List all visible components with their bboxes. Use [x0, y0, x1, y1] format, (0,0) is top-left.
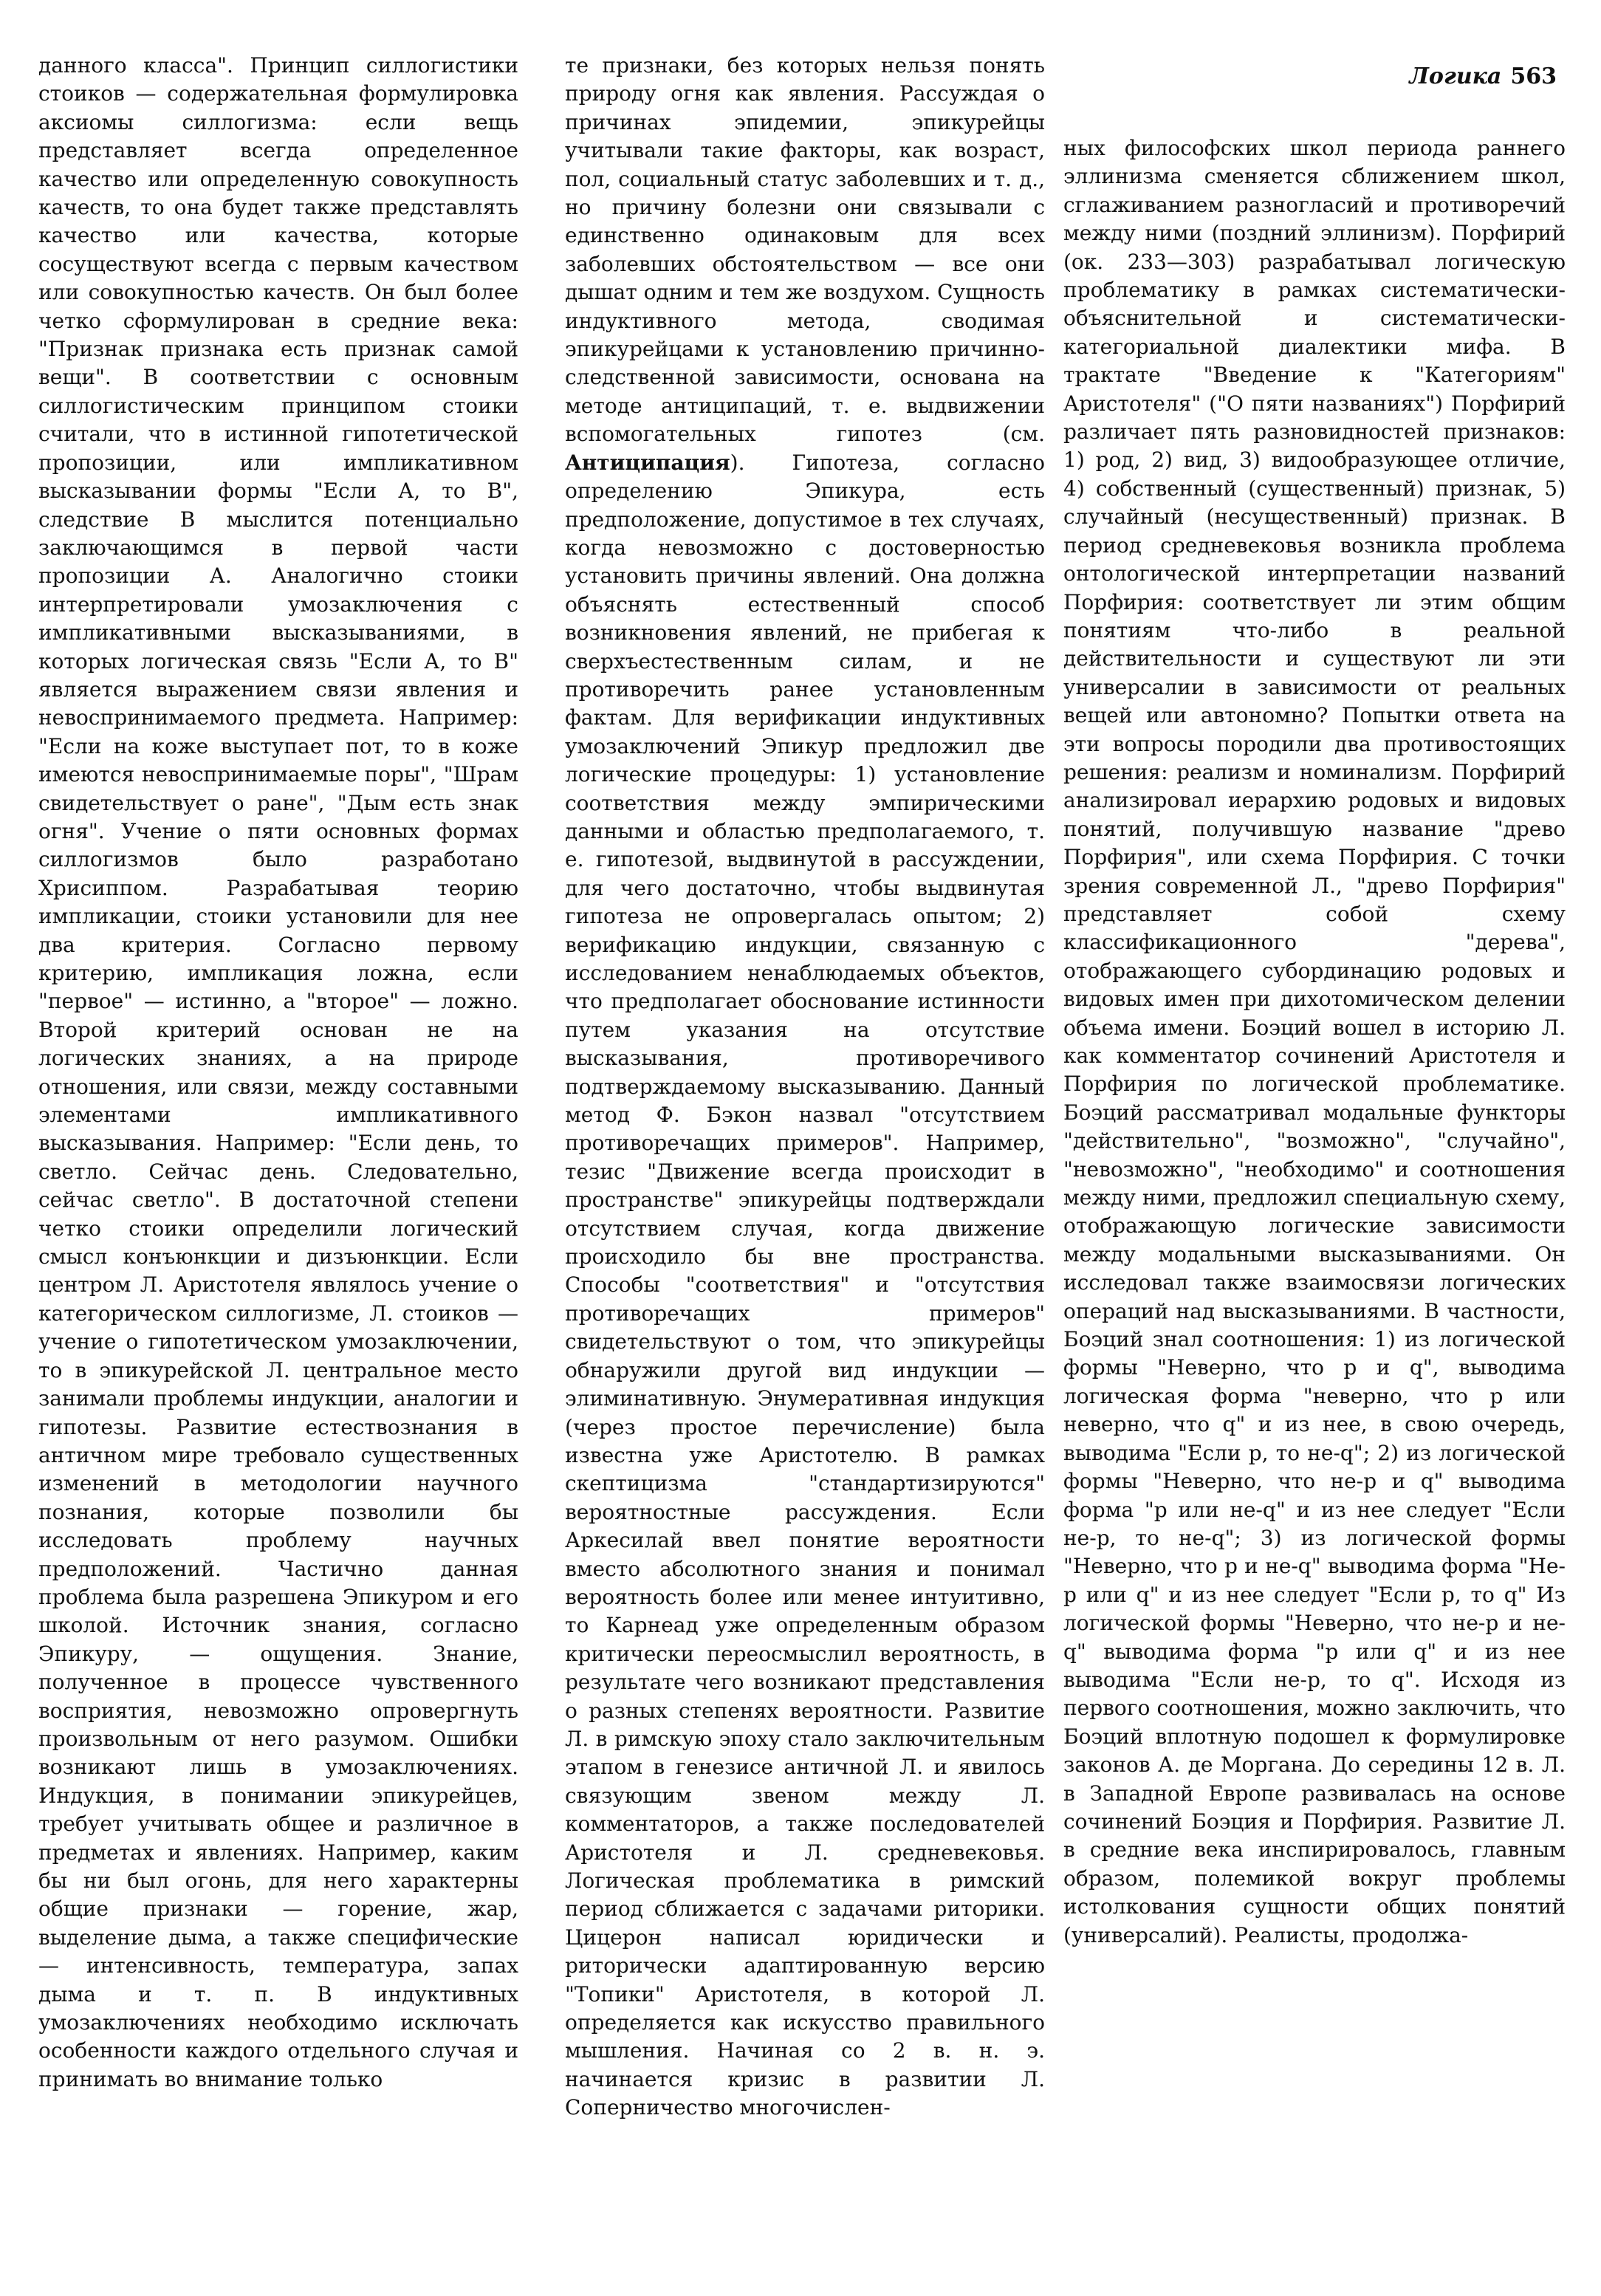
column-3-text: ных философских школ периода раннего эллинизма сменяется сближением школ, сглаживанием разногласий и противоречий между ними (поздний эллинизм). Порфирий (ок. 233—303) разрабатывал логическую проблематику в рамках систематически-объяснительной и систематически-категориальной диалектики мифа. В трактате "Введение к "Категориям" Аристотеля" ("О пяти названиях") Порфирий различает пять разновидностей признаков: 1) род, 2) вид, 3) видообразующее отличие, 4) собственный (существенный) признак, 5) случайный (несущественный) признак. В период средневековья возникла проблема онтологической интерпретации названий Порфирия: соответствует ли этим общим понятиям что-либо в реальной действительности и существуют ли эти универсалии в зависимости от реальных вещей или автономно? Попытки ответа на эти вопросы породили два противостоящих решения: реализм и номинализм. Порфирий анализировал иерархию родовых и видовых понятий, получившую название "древо Порфирия", или схема Порфирия. С точки зрения современной Л., "древо Порфирия" представляет собой схему классификационного "дерева", отображающего субординацию родовых и видовых имен при дихотомическом делении объема имени. Боэций вошел в историю Л. как комментатор сочинений Аристотеля и Порфирия по логической проблематике. Боэций рассматривал модальные функторы "действительно", "возможно", "случайно", "невозможно", "необходимо" и соотношения между ними, предложил специальную схему, отображающую логические зависимости между модальными высказываниями. Он исследовал также взаимосвязи логических операций над высказываниями. В частности, Боэций знал соотношения: 1) из логической формы "Неверно, что p и q", выводима логическая форма "неверно, что p или неверно, что q" и из нее, в свою очередь, выводима "Если p, то не-q"; 2) из логической формы "Неверно, что не-p и q" выводима форма "p или не-q" и из нее следует "Если не-p, то не-q"; 3) из логической формы "Неверно, что p и не-q" выводима форма "Не-p или q" и из нее следует "Если p, то q" Из логической формы "Неверно, что не-p и не-q" выводима форма "p или q" и из нее выводима "Если не-p, то q". Исходя из первого соотношения, можно заключить, что Боэций вплотную подошел к формулировке законов А. де Моргана. До середины 12 в. Л. в Западной Европе развивалась на основе сочинений Боэция и Порфирия. Развитие Л. в средние века инспирировалось, главным образом, полемикой вокруг проблемы истолкования сущности общих понятий (универсалий). Реалисты, продолжа-	[1063, 136, 1566, 1947]
column-2-text-after-ref: ). Гипотеза, согласно определению Эпикура, есть предположение, допустимое в тех случаях, когда невозможно с достоверностью установить причины явлений. Она должна объяснять естественный способ возникновения явлений, не прибегая к сверхъестественным силам, и не противоречить ранее установленным фактам. Для верификации индуктивных умозаключений Эпикур предложил две логические процедуры: 1) установление соответствия между эмпирическими данными и областью предполагаемого, т. е. гипотезой, выдвинутой в рассуждении, для чего достаточно, чтобы выдвинутая гипотеза не опровергалась опытом; 2) верификацию индукции, связанную с исследованием ненаблюдаемых объектов, что предполагает обоснование истинности путем указания на отсутствие высказывания, противоречивого подтверждаемому высказыванию. Данный метод Ф. Бэкон назвал "отсутствием противоречащих примеров". Например, тезис "Движение всегда происходит в пространстве" эпикурейцы подтверждали отсутствием случая, когда движение происходило бы вне пространства. Способы "соответствия" и "отсутствия противоречащих примеров" свидетельствуют о том, что эпикурейцы обнаружили другой вид индукции — элиминативную. Энумеративная индукция (через простое перечисление) была известна уже Аристотелю. В рамках скептицизма "стандартизируются" вероятностные рассуждения. Если Аркесилай ввел понятие вероятности вместо абсолютного знания и понимал вероятность более или менее интуитивно, то Карнеад уже определенным образом критически переосмыслил вероятность, в результате чего возникают представления о разных степенях вероятности. Развитие Л. в римскую эпоху стало заключительным этапом в генезисе античной Л. и явилось связующим звеном между Л. комментаторов, а также последователей Аристотеля и Л. средневековья. Логическая проблематика в римский период сближается с задачами риторики. Цицерон написал юридически и риторически адаптированную версию "Топики" Аристотеля, в которой Л. определяется как искусство правильного мышления. Начиная со 2 в. н. э. начинается кризис в развитии Л. Соперничество многочислен-	[565, 450, 1045, 2120]
column-1-text: данного класса". Принцип силлогистики стоиков — содержательная формулировка аксиомы силлогизма: если вещь представляет всегда определенное качество или определенную совокупность качеств, то она будет также представлять качество или качества, которые сосуществуют всегда с первым качеством или совокупностью качеств. Он был более четко сформулирован в средние века: "Признак признака есть признак самой вещи". В соответствии с основным силлогистическим принципом стоики считали, что в истинной гипотетической пропозиции, или импликативном высказывании формы "Если А, то В", следствие В мыслится потенциально заключающимся в первой части пропозиции А. Аналогично стоики интерпретировали умозаключения с импликативными высказываниями, в которых логическая связь "Если А, то В" является выражением связи явления и невоспринимаемого предмета. Например: "Если на коже выступает пот, то в коже имеются невоспринимаемые поры", "Шрам свидетельствует о ране", "Дым есть знак огня". Учение о пяти основных формах силлогизмов было разработано Хрисиппом. Разрабатывая теорию импликации, стоики установили для нее два критерия. Согласно первому критерию, импликация ложна, если "первое" — истинно, а "второе" — ложно. Второй критерий основан не на логических знаниях, а на природе отношения, или связи, между составными элементами импликативного высказывания. Например: "Если день, то светло. Сейчас день. Следовательно, сейчас светло". В достаточной степени четко стоики определили логический смысл конъюнкции и дизъюнкции. Если центром Л. Аристотеля являлось учение о категорическом силлогизме, Л. стоиков — учение о гипотетическом умозаключении, то в эпикурейской Л. центральное место занимали проблемы индукции, аналогии и гипотезы. Развитие естествознания в античном мире требовало существенных изменений в методологии научного познания, которые позволили бы исследовать проблему научных предположений. Частично данная проблема была разрешена Эпикуром и его школой. Источник знания, согласно Эпикуру, — ощущения. Знание, полученное в процессе чувственного восприятия, невозможно опровергнуть произвольным от него разумом. Ошибки возникают лишь в умозаключениях. Индукция, в понимании эпикурейцев, требует учитывать общее и различное в предметах и явлениях. Например, каким бы ни был огонь, для него характерны общие признаки — горение, жар, выделение дыма, а также специфические — интенсивность, температура, запах дыма и т. п. В индуктивных умозаключениях необходимо исключать особенности каждого отдельного случая и принимать во внимание только	[38, 53, 518, 2091]
text-column-3	[1063, 134, 1566, 1950]
column-2-text-before-ref: те признаки, без которых нельзя понять природу огня как явления. Рассуждая о причинах эпидемии, эпикурейцы учитывали такие факторы, как возраст, пол, социальный статус заболевших и т. д., но причину болезни они связывали с единственно одинаковым для всех заболевших обстоятельством — все они дышат одним и тем же воздухом. Сущность индуктивного метода, сводимая эпикурейцами к установлению причинно-следственной зависимости, основана на методе антиципаций, т. е. выдвижении вспомогательных гипотез (см.	[565, 53, 1045, 447]
text-column-2	[565, 52, 1045, 2122]
running-header	[1409, 64, 1557, 89]
column-2-text	[565, 52, 1045, 2122]
text-column-1	[38, 52, 518, 2094]
running-header-title: Логика	[1409, 64, 1502, 89]
cross-reference-antitsipatsiya[interactable]: Антиципация	[565, 450, 730, 475]
page-number: 563	[1510, 64, 1557, 89]
